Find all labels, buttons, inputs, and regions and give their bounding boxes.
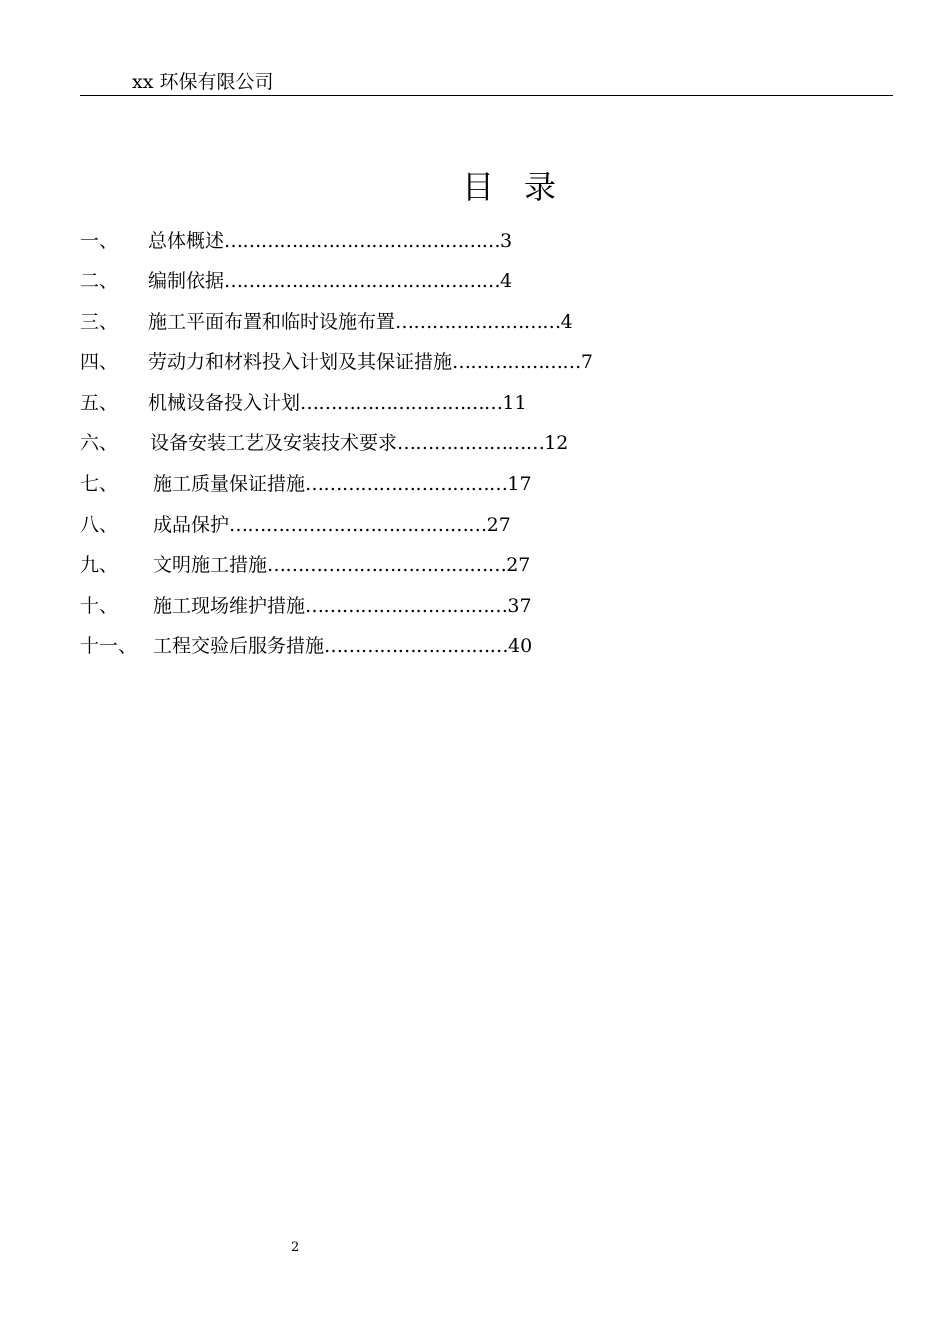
toc-entry-number: 十、 [80,595,119,617]
toc-title: 目录 [462,168,587,206]
toc-entry-page: 37 [507,595,532,617]
toc-entry-title: 编制依据 [148,270,225,292]
toc-entry-number: 九、 [80,554,119,576]
header-company-name: xx 环保有限公司 [132,71,274,93]
toc-entry-leader: ……………………………………… [224,270,501,292]
toc-entry-page: 7 [580,351,593,373]
page-number: 2 [291,1240,300,1255]
toc-entry-page: 12 [544,432,569,454]
toc-entry-leader: ……………………… [395,311,561,333]
toc-entry-leader: ……………………………………… [224,230,501,252]
toc-entry-leader: …………………………… [300,392,503,414]
toc-entry-title: 施工质量保证措施 [153,473,306,495]
toc-entry-page: 11 [502,392,527,414]
toc-entry-number: 八、 [80,514,119,536]
toc-entry-title: 总体概述 [148,230,225,252]
toc-entry-page: 27 [486,514,511,536]
toc-entry-number: 十一、 [80,635,138,657]
toc-entry-page: 3 [500,230,513,252]
toc-entry-page: 40 [508,635,533,657]
toc-entry-title: 施工现场维护措施 [153,595,306,617]
toc-entry-page: 27 [506,554,531,576]
toc-entry-leader: ………………… [452,351,581,373]
toc-entry-leader: …………………………… [305,595,508,617]
toc-entry-leader: ………………………………… [267,554,507,576]
toc-entry-number: 二、 [80,270,119,292]
toc-entry-page: 4 [500,270,513,292]
toc-entry-title: 工程交验后服务措施 [153,635,325,657]
toc-entry-leader: …………………………… [305,473,508,495]
toc-entry-leader: ………………………… [324,635,509,657]
toc-entry-number: 四、 [80,351,119,373]
header-divider [80,95,893,96]
toc-entry-page: 4 [560,311,573,333]
toc-entry-title: 成品保护 [153,514,230,536]
toc-entry-leader: …………………………………… [229,514,487,536]
toc-entry-title: 机械设备投入计划 [148,392,301,414]
toc-entry-number: 一、 [80,230,119,252]
toc-entry-number: 六、 [80,432,119,454]
toc-entry-number: 三、 [80,311,119,333]
toc-entry-title: 文明施工措施 [153,554,268,576]
toc-entry-number: 七、 [80,473,119,495]
toc-entry-leader: …………………… [397,432,545,454]
toc-entry-page: 17 [507,473,532,495]
toc-entry-number: 五、 [80,392,119,414]
toc-entry-title: 设备安装工艺及安装技术要求 [150,432,398,454]
toc-entry-title: 劳动力和材料投入计划及其保证措施 [148,351,453,373]
toc-entry-title: 施工平面布置和临时设施布置 [148,311,396,333]
